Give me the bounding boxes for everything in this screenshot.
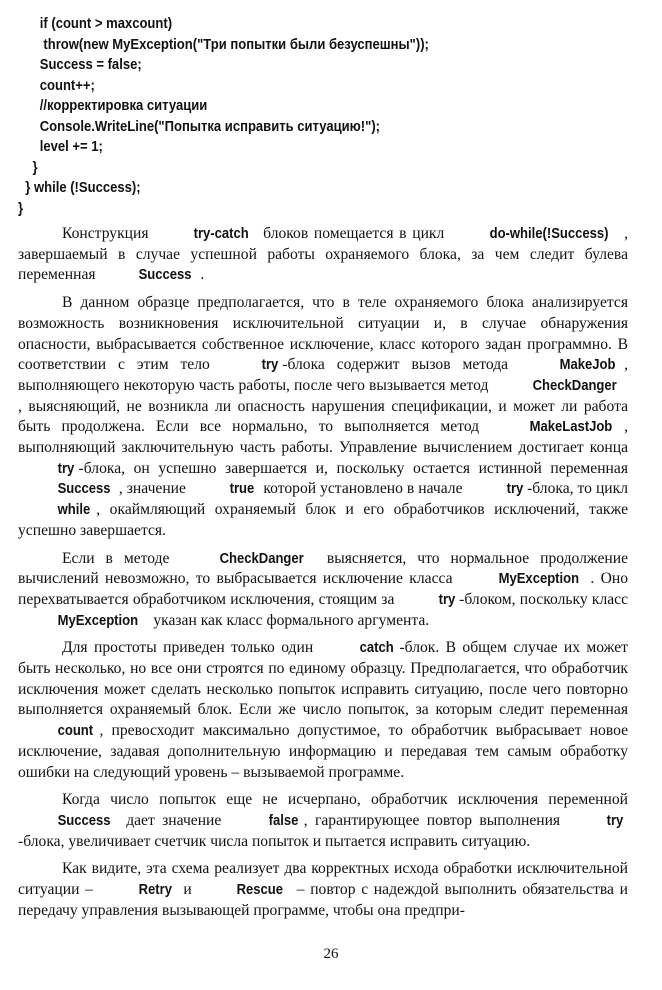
text-run: . Оно перехватывается обработчиком исключения, стоящим за bbox=[18, 570, 629, 608]
text-run: Если в методе bbox=[62, 549, 181, 567]
code-line: //корректировка ситуации bbox=[18, 98, 208, 114]
code-keyword: MakeJob bbox=[559, 357, 616, 374]
code-keyword: Success bbox=[57, 812, 111, 829]
text-run: -блока, то цикл bbox=[527, 480, 629, 498]
code-line: count++; bbox=[18, 77, 95, 94]
text-run: -блока содержит вызов метода bbox=[282, 356, 521, 374]
code-keyword: do-while(!Success) bbox=[489, 226, 609, 242]
code-line: Console.WriteLine("Попытка исправить ситуацию!"); bbox=[18, 118, 381, 135]
code-keyword: CheckDanger bbox=[532, 377, 617, 394]
code-keyword: try bbox=[607, 812, 624, 829]
text-run: Для простоты приведен только один bbox=[62, 639, 320, 657]
code-listing bbox=[18, 14, 576, 219]
text-run: -блока, он успешно завершается и, поскольку остается истинной переменная bbox=[78, 459, 628, 477]
text-run: Когда число попыток еще не исчерпано, обработчик исключения переменной bbox=[62, 791, 628, 809]
code-line: } bbox=[18, 200, 24, 217]
paragraph bbox=[18, 293, 628, 541]
code-keyword: count bbox=[57, 723, 94, 740]
text-run: и bbox=[177, 881, 198, 899]
code-keyword: false bbox=[268, 812, 299, 829]
text-run: , гарантирующее повтор выполнения bbox=[303, 811, 568, 829]
text-run: , окаймляющий охраняемый блок и его обработчиков исключений, также успешно завершается. bbox=[18, 501, 628, 539]
text-run: , выполняющего некоторую часть работы, после чего вызывается метод bbox=[18, 356, 628, 394]
text-run: , превосходит максимально допустимое, то обработчик выбрасывает новое исключение, задавая дополнительную информацию и передавая тем самым обработку ошибки на следующий уровень – вызываемой программе. bbox=[18, 722, 628, 781]
code-keyword: MyException bbox=[57, 612, 139, 629]
code-keyword: CheckDanger bbox=[220, 550, 305, 567]
body-text bbox=[18, 224, 628, 929]
text-run: дает значение bbox=[118, 811, 229, 829]
code-keyword: Retry bbox=[138, 882, 172, 899]
text-run: выясняется, что нормальное продолжение вычислений невозможно, то выбрасывается исключение класса bbox=[18, 549, 629, 588]
code-keyword: while bbox=[57, 502, 91, 519]
paragraph bbox=[18, 549, 628, 632]
code-keyword: try-catch bbox=[193, 226, 249, 242]
page-number: 26 bbox=[323, 946, 339, 962]
code-keyword: try bbox=[261, 357, 279, 374]
text-run: которой установлено в начале bbox=[259, 480, 467, 498]
code-line: } while (!Success); bbox=[18, 180, 141, 196]
text-run: указан как класс формального аргумента. bbox=[149, 611, 430, 629]
code-line: } bbox=[18, 159, 38, 176]
text-run: -блоком, поскольку класс bbox=[459, 590, 628, 608]
text-run: . bbox=[200, 266, 205, 284]
code-keyword: catch bbox=[359, 640, 394, 657]
paragraph bbox=[18, 859, 628, 921]
code-keyword: try bbox=[506, 481, 523, 498]
code-keyword: Rescue bbox=[237, 882, 284, 899]
text-run: , выясняющий, не возникла ли опасность нарушения спецификации, и может ли работа быть продолжена. Если все нормально, то выполняется метод bbox=[18, 397, 628, 436]
text-run: , выполняющий заключительную часть работы. Управление вычислением достигает конца bbox=[18, 418, 628, 457]
text-run: блоков помещается в цикл bbox=[257, 225, 450, 242]
paragraph bbox=[18, 224, 628, 286]
paragraph bbox=[18, 638, 628, 783]
code-keyword: MyException bbox=[498, 571, 579, 588]
text-run: -блока, увеличивает счетчик числа попыток и пытается исправить ситуацию. bbox=[18, 832, 531, 850]
code-keyword: try bbox=[438, 591, 455, 608]
code-line: level += 1; bbox=[18, 139, 103, 155]
paragraph bbox=[18, 790, 628, 852]
code-keyword: Success bbox=[139, 267, 193, 284]
code-keyword: Success bbox=[57, 481, 111, 498]
code-keyword: true bbox=[229, 481, 255, 498]
code-line: throw(new MyException("Три попытки были безуспешны")); bbox=[18, 36, 429, 53]
code-keyword: try bbox=[57, 460, 75, 477]
text-run: – повтор с надеждой выполнить обязательства и передачу управления вызывающей программе, чтобы она предпри- bbox=[18, 881, 628, 919]
code-line: Success = false; bbox=[18, 57, 142, 73]
text-run: Конструкция bbox=[62, 225, 155, 242]
text-run: , значение bbox=[118, 480, 190, 498]
text-run: Как видите, эта схема реализует два корректных исхода обработки исключительной ситуации – bbox=[18, 860, 628, 899]
text-run: , завершаемый в случае успешной работы охраняемого блока, за чем следит булева переменная bbox=[18, 225, 629, 284]
code-keyword: MakeLastJob bbox=[529, 419, 613, 436]
code-line: if (count > maxcount) bbox=[18, 16, 173, 32]
text-run: В данном образце предполагается, что в теле охраняемого блока анализируется возможность возникновения исключительной ситуации и, в случае обнаружения опасности, выбрасывается собственное исключение, класс которого задан программно. В соответствии с этим тело bbox=[18, 294, 628, 374]
text-run: -блок. В общем случае их может быть несколько, но все они строятся по единому образцу. Предполагается, что обработчик исключения может сделать несколько попыток исправить ситуацию, после чего повторно выполняется охраняемый блок. Если же число попыток, за которым следит переменная bbox=[18, 639, 628, 719]
